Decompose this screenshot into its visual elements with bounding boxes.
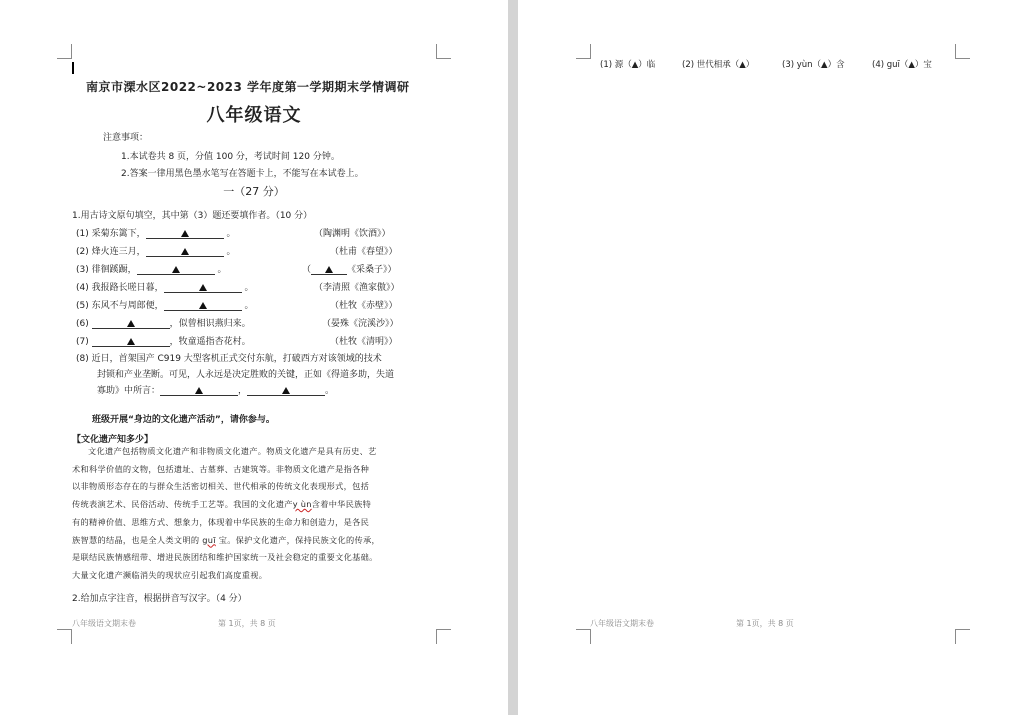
poem-source: （杜牧《清明》） (330, 337, 398, 347)
triangle-icon (195, 387, 203, 394)
notice-label: 注意事项： (103, 133, 149, 143)
crop-mark (57, 44, 72, 59)
poem-source: （晏殊《浣溪沙》） (322, 319, 399, 329)
pinyin-item: (3) yùn（▲）含 (782, 60, 845, 70)
triangle-icon (127, 320, 135, 327)
section-subheading: 【文化遗产知多少】 (72, 435, 154, 445)
body-paragraph: 文化遗产包括物质文化遗产和非物质文化遗产。物质文化遗产是具有历史、艺 术和科学价值的文物，包括遗址、古墓葬、古建筑等。非物质文化遗产是指各种 以非物质形态存在的与群众生活密切相关、世代相承的传统文化表现形式，包括 传统表演艺术、民俗活动、传统手工艺等。我国的文化遗产y ùn含着中华民族特 有的精神价值、思维方式、想象力，体现着中华民族的生命力和创造力，是各民 族智慧的结晶，也是全人类文明的 guī 宝。保护文化遗产，保持民族文化的传承， 是联结民族情感纽带、增进民族团结和维护国家统一及社会稳定的重要文化基础。 大量文化遗产濒临消失的现状应引起我们高度重视。 (72, 446, 380, 580)
footer-title: 八年级语文期末卷 (72, 619, 136, 628)
text-cursor (72, 62, 74, 74)
exam-subtitle: 八年级语文 (206, 105, 302, 126)
question-2: 2.给加点字注音，根据拼音写汉字。（4 分） (72, 594, 247, 604)
exam-title: 南京市溧水区2022~2023 学年度第一学期期末学情调研 (86, 80, 410, 94)
triangle-icon (127, 338, 135, 345)
poem-source: （杜牧《赤壁》） (330, 301, 398, 311)
poem-line-7: (7) ，牧童遥指杏花村。 (76, 337, 251, 347)
poem-line-3: (3) 徘徊蹊蹰， 。 (76, 265, 227, 275)
notice-item: 2.答案一律用黑色墨水笔写在答题卡上，不能写在本试卷上。 (121, 169, 364, 179)
poem-line-1: (1) 采菊东篱下， 。 (76, 229, 236, 239)
pinyin-item: (4) guī（▲）宝 (872, 60, 932, 70)
pinyin-item: (2) 世代相承（▲） (682, 60, 755, 70)
triangle-icon (325, 266, 333, 273)
footer-page-number: 第 1页，共 8 页 (218, 619, 276, 628)
poem-line-5: (5) 东风不与周郎便， 。 (76, 301, 254, 311)
crop-mark (57, 629, 72, 644)
poem-source: （陶渊明《饮酒》） (314, 229, 391, 239)
crop-mark (955, 44, 970, 59)
poem-source: （杜甫《春望》） (330, 247, 398, 257)
poem-8-line: 封锁和产业垄断。可见，人永远是决定胜败的关键，正如《得道多助，失道 (97, 370, 395, 380)
poem-line-4: (4) 我报路长嗟日暮， 。 (76, 283, 254, 293)
poem-line-2: (2) 烽火连三月， 。 (76, 247, 236, 257)
crop-mark (576, 44, 591, 59)
pinyin-yun: y ùn (292, 499, 312, 510)
poem-source-author-blank: （ 《采桑子》） (302, 265, 397, 275)
triangle-icon (172, 266, 180, 273)
notice-item: 1.本试卷共 8 页，分值 100 分，考试时间 120 分钟。 (121, 152, 340, 162)
activity-heading: 班级开展“身边的文化遗产活动”，请你参与。 (92, 415, 275, 425)
poem-8-line: (8) 近日，首架国产 C919 大型客机正式交付东航，打破西方对该领域的技术 (76, 354, 382, 364)
pinyin-item: (1) 源（▲）临 (600, 60, 656, 70)
footer-title: 八年级语文期末卷 (590, 619, 654, 628)
triangle-icon (181, 248, 189, 255)
crop-mark (576, 629, 591, 644)
question-1: 1.用古诗文原句填空，其中第（3）题还要填作者。（10 分） (72, 211, 313, 221)
section-heading: 一（27 分） (223, 185, 285, 198)
footer-page-number: 第 1页，共 8 页 (736, 619, 794, 628)
crop-mark (436, 44, 451, 59)
triangle-icon (199, 284, 207, 291)
triangle-icon (181, 230, 189, 237)
poem-8-line: 寡助》中所言： ， 。 (97, 386, 335, 396)
crop-mark (436, 629, 451, 644)
poem-line-6: (6) ，似曾相识燕归来。 (76, 319, 251, 329)
triangle-icon (282, 387, 290, 394)
document-page-2 (518, 0, 1024, 715)
pinyin-gui: guī (202, 534, 216, 545)
triangle-icon (199, 302, 207, 309)
poem-source: （李清照《渔家傲》） (314, 283, 400, 293)
document-page-1 (0, 0, 508, 715)
page-gutter (508, 0, 518, 715)
crop-mark (955, 629, 970, 644)
